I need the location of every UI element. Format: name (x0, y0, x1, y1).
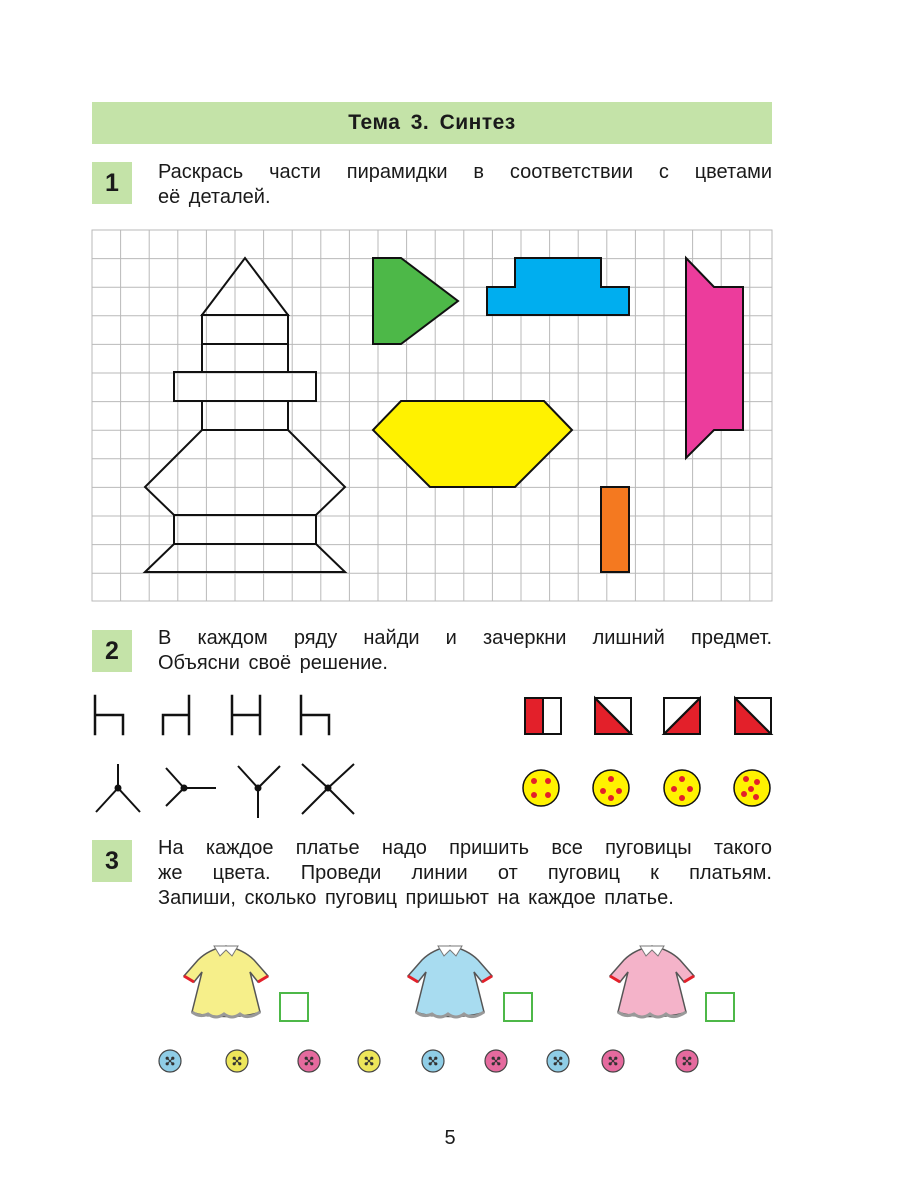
button-7[interactable] (547, 1050, 569, 1072)
answer-box-1[interactable] (280, 993, 308, 1021)
task-1-number: 1 (92, 162, 132, 204)
button-2[interactable] (226, 1050, 248, 1072)
button-6[interactable] (485, 1050, 507, 1072)
task-3-line-2: же цвета. Проведи линии от пуговиц к платьям. (158, 862, 772, 884)
dress-yellow[interactable] (184, 946, 268, 1017)
page-number: 5 (444, 1127, 456, 1149)
button-3[interactable] (298, 1050, 320, 1072)
buttons-row (159, 1050, 698, 1072)
task-1-line-2: её деталей. (158, 186, 271, 208)
task-3-line-1: На каждое платье надо пришить все пуговицы такого (158, 837, 772, 859)
dress-blue[interactable] (408, 946, 492, 1017)
answer-box-3[interactable] (706, 993, 734, 1021)
button-4[interactable] (358, 1050, 380, 1072)
button-8[interactable] (602, 1050, 624, 1072)
task-1-line-1: Раскрась части пирамидки в соответствии с цветами (158, 161, 772, 183)
button-1[interactable] (159, 1050, 181, 1072)
task-2-number: 2 (92, 630, 132, 672)
dress-pink[interactable] (610, 946, 694, 1017)
button-9[interactable] (676, 1050, 698, 1072)
task-3-line-3: Запиши, сколько пуговиц пришьют на каждое платье. (158, 887, 674, 909)
task-3-number: 3 (92, 840, 132, 882)
topic-title: Тема 3. Синтез (348, 111, 516, 134)
button-5[interactable] (422, 1050, 444, 1072)
task-2-line-1: В каждом ряду найди и зачеркни лишний предмет. (158, 627, 772, 649)
answer-box-2[interactable] (504, 993, 532, 1021)
task-2-line-2: Объясни своё решение. (158, 652, 388, 674)
